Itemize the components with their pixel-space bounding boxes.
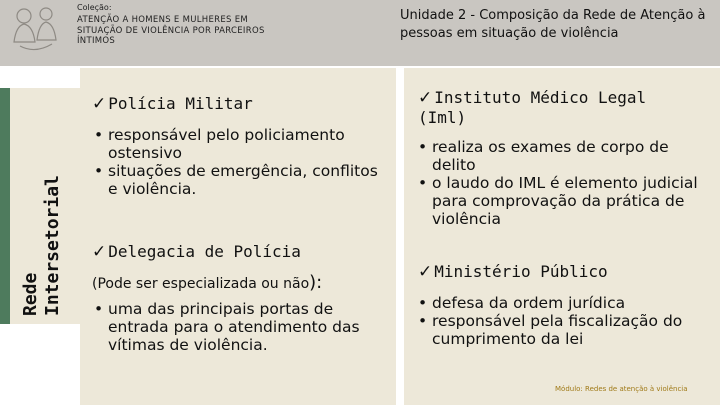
list-ministerio-publico — [416, 294, 716, 348]
list-item: • responsável pela fiscalização do cumprimento da lei — [416, 312, 716, 348]
sidebar-title-line-2: Intersetorial — [42, 175, 63, 316]
list-item: • situações de emergência, conflitos e violência. — [92, 162, 392, 198]
check-icon: ✓ — [418, 262, 433, 282]
heading-text: Delegacia de Polícia — [108, 242, 301, 261]
figures-illustration-icon — [6, 2, 64, 60]
heading-iml — [418, 88, 698, 127]
sidebar-vertical-title — [20, 175, 64, 316]
list-delegacia — [92, 300, 374, 354]
footer-module-label: Módulo: Redes de atenção à violência — [555, 385, 688, 393]
heading-policia-militar — [92, 94, 253, 114]
heading-text: Instituto Médico Legal (Iml) — [418, 88, 647, 127]
list-item: • realiza os exames de corpo de delito — [416, 138, 716, 174]
list-policia-militar — [92, 126, 392, 198]
right-content-panel — [404, 68, 720, 405]
sidebar-title-line-1: Rede — [20, 272, 41, 316]
sidebar-accent-stripe — [0, 88, 10, 324]
note-close-paren: ): — [309, 272, 323, 293]
note-open-paren: ( — [92, 276, 98, 292]
check-icon: ✓ — [418, 88, 433, 108]
note-text: Pode ser especializada ou não — [97, 276, 310, 292]
list-item: • uma das principais portas de entrada para o atendimento das vítimas de violência. — [92, 300, 374, 354]
delegacia-note — [92, 272, 322, 293]
check-icon: ✓ — [92, 242, 107, 262]
heading-delegacia — [92, 242, 301, 262]
list-item: • responsável pelo policiamento ostensivo — [92, 126, 392, 162]
heading-text: Ministério Público — [434, 262, 608, 281]
unit-title: Unidade 2 - Composição da Rede de Atenção à pessoas em situação de violência — [400, 8, 706, 41]
list-iml — [416, 138, 716, 228]
heading-ministerio-publico — [418, 262, 608, 282]
collection-label: Coleção: — [77, 3, 112, 12]
heading-text: Polícia Militar — [108, 94, 253, 113]
list-item: • o laudo do IML é elemento judicial para comprovação da prática de violência — [416, 174, 716, 228]
left-content-panel — [80, 68, 396, 405]
list-item: • defesa da ordem jurídica — [416, 294, 716, 312]
collection-title: ATENÇÃO A HOMENS E MULHERES EM SITUAÇÃO DE VIOLÊNCIA POR PARCEIROS ÍNTIMOS — [77, 15, 265, 46]
check-icon: ✓ — [92, 94, 107, 114]
